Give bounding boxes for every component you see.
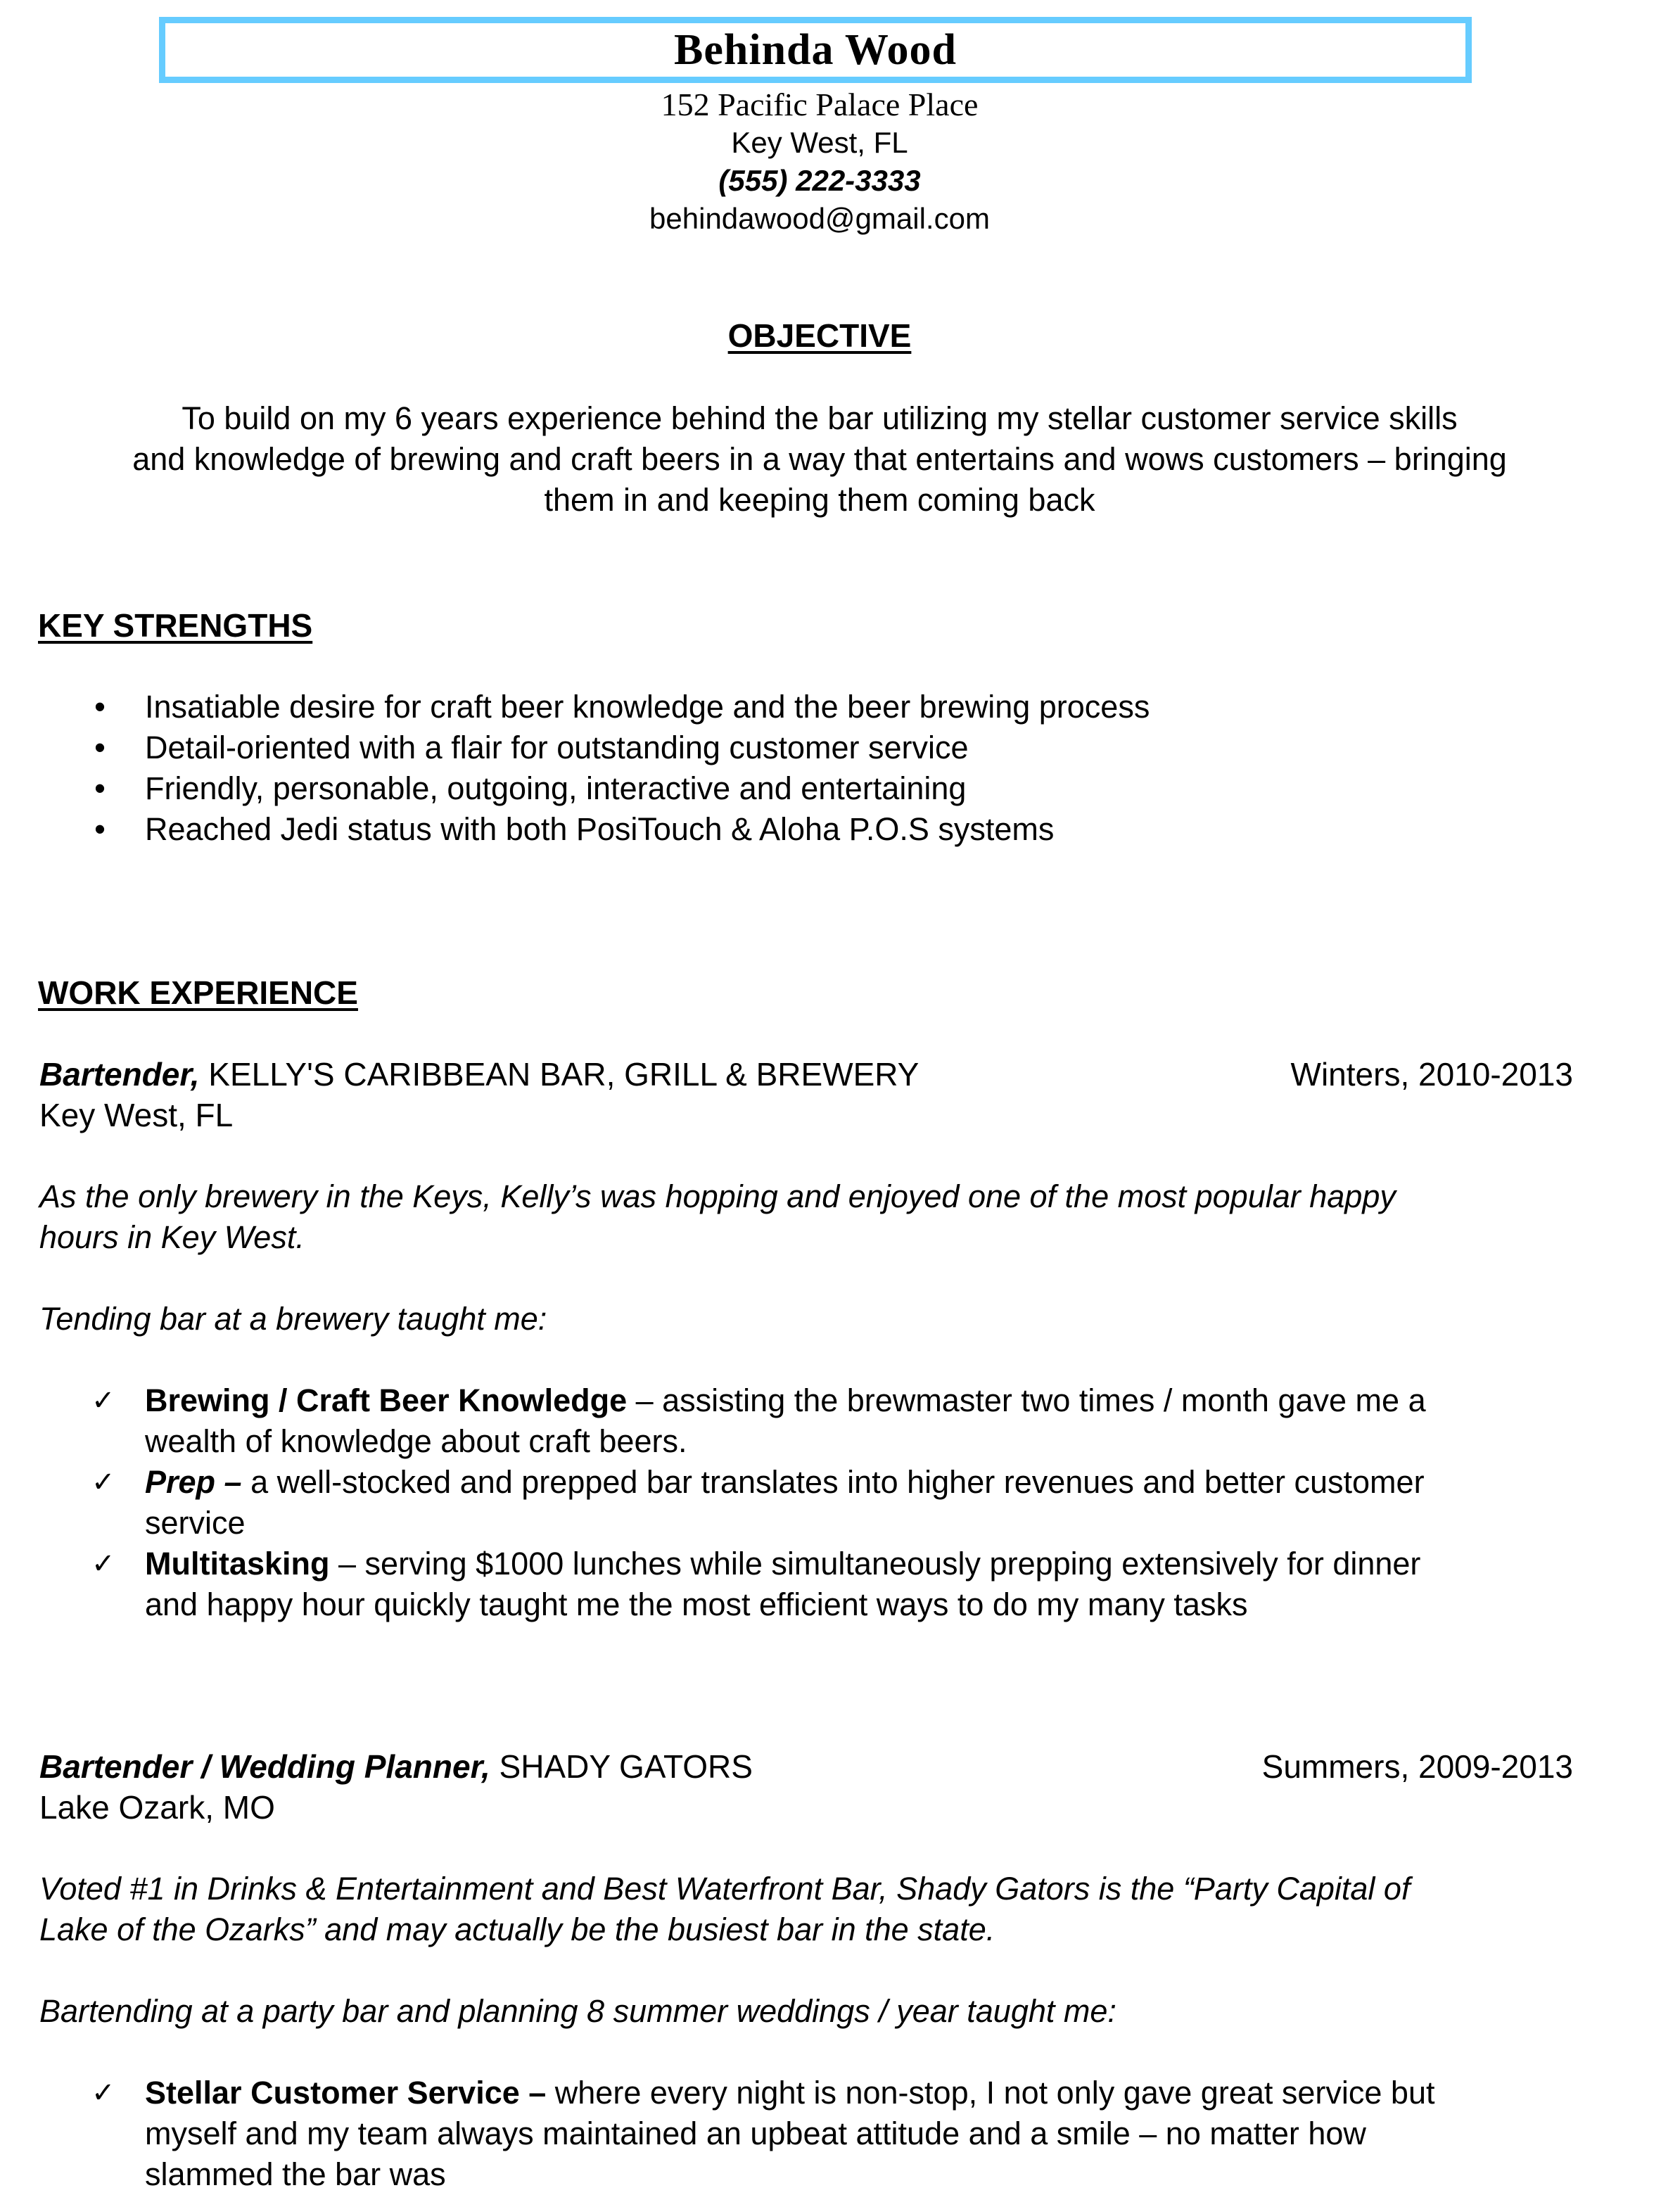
- checkmark-icon: ✓: [91, 1466, 115, 1499]
- strength-text: Insatiable desire for craft beer knowledge and the beer brewing process: [145, 689, 1150, 725]
- highlight-title: Prep –: [145, 1464, 242, 1500]
- job-lead-in: Tending bar at a brewery taught me:: [39, 1301, 547, 1337]
- job-description-line: hours in Key West.: [39, 1219, 305, 1255]
- job-company: SHADY GATORS: [490, 1748, 753, 1785]
- objective-section-heading: [0, 315, 1639, 356]
- highlight-text: where every night is non-stop, I not only gave great service but: [546, 2075, 1435, 2111]
- checkmark-icon: ✓: [91, 1385, 115, 1417]
- highlight-text: wealth of knowledge about craft beers.: [145, 1423, 687, 1459]
- job-dates: Winters, 2010-2013: [1290, 1056, 1573, 1093]
- bullet-icon: •: [94, 770, 106, 806]
- name-banner: [159, 17, 1472, 83]
- job-description-line: As the only brewery in the Keys, Kelly’s was hopping and enjoyed one of the most popular happy: [39, 1178, 1396, 1214]
- street-address: 152 Pacific Palace Place: [661, 87, 979, 122]
- job-description-line: Voted #1 in Drinks & Entertainment and Best Waterfront Bar, Shady Gators is the “Party Capital of: [39, 1871, 1411, 1907]
- phone-number: (555) 222-3333: [718, 164, 921, 197]
- job-role: Bartender,: [39, 1056, 200, 1093]
- job-description-line: Lake of the Ozarks” and may actually be the busiest bar in the state.: [39, 1911, 995, 1947]
- highlight-text: myself and my team always maintained an upbeat attitude and a smile – no matter how: [145, 2116, 1366, 2151]
- job-role: Bartender / Wedding Planner,: [39, 1748, 490, 1785]
- highlight-text: a well-stocked and prepped bar translates into higher revenues and better customer: [241, 1464, 1425, 1500]
- objective-line: and knowledge of brewing and craft beers in a way that entertains and wows customers – bringing: [132, 441, 1507, 477]
- job-company: KELLY'S CARIBBEAN BAR, GRILL & BREWERY: [199, 1056, 919, 1093]
- email-address: behindawood@gmail.com: [649, 202, 990, 235]
- highlight-title: Multitasking: [145, 1546, 330, 1582]
- key-strengths-heading: KEY STRENGTHS: [38, 607, 313, 644]
- highlight-text: slammed the bar was: [145, 2156, 446, 2192]
- bullet-icon: •: [94, 689, 106, 725]
- job-location: Lake Ozark, MO: [39, 1789, 275, 1826]
- city-state: Key West, FL: [731, 126, 908, 159]
- work-experience-heading: WORK EXPERIENCE: [38, 974, 358, 1011]
- strength-text: Detail-oriented with a flair for outstanding customer service: [145, 730, 969, 765]
- bullet-icon: •: [94, 811, 106, 847]
- job-location: Key West, FL: [39, 1097, 234, 1133]
- checkmark-icon: ✓: [91, 2077, 115, 2109]
- candidate-name: Behinda Wood: [674, 26, 957, 74]
- objective-heading: OBJECTIVE: [727, 317, 912, 354]
- highlight-text: – assisting the brewmaster two times / month gave me a: [627, 1382, 1426, 1418]
- objective-line: To build on my 6 years experience behind the bar utilizing my stellar customer service skills: [182, 400, 1458, 436]
- highlight-title: Brewing / Craft Beer Knowledge: [145, 1382, 628, 1418]
- job-title-row: [39, 1054, 919, 1095]
- objective-line: them in and keeping them coming back: [544, 482, 1095, 518]
- job-dates: Summers, 2009-2013: [1261, 1748, 1573, 1785]
- highlight-text: – serving $1000 lunches while simultaneously prepping extensively for dinner: [329, 1546, 1421, 1582]
- job-title-row: [39, 1746, 753, 1787]
- highlight-title: Stellar Customer Service –: [145, 2075, 547, 2111]
- job-lead-in: Bartending at a party bar and planning 8 summer weddings / year taught me:: [39, 1993, 1116, 2029]
- highlight-text: and happy hour quickly taught me the most efficient ways to do my many tasks: [145, 1586, 1248, 1622]
- strength-text: Friendly, personable, outgoing, interactive and entertaining: [145, 770, 967, 806]
- strength-text: Reached Jedi status with both PosiTouch & Aloha P.O.S systems: [145, 811, 1055, 847]
- objective-text: [28, 398, 1611, 521]
- highlight-text: service: [145, 1505, 246, 1541]
- bullet-icon: •: [94, 730, 106, 765]
- checkmark-icon: ✓: [91, 1548, 115, 1580]
